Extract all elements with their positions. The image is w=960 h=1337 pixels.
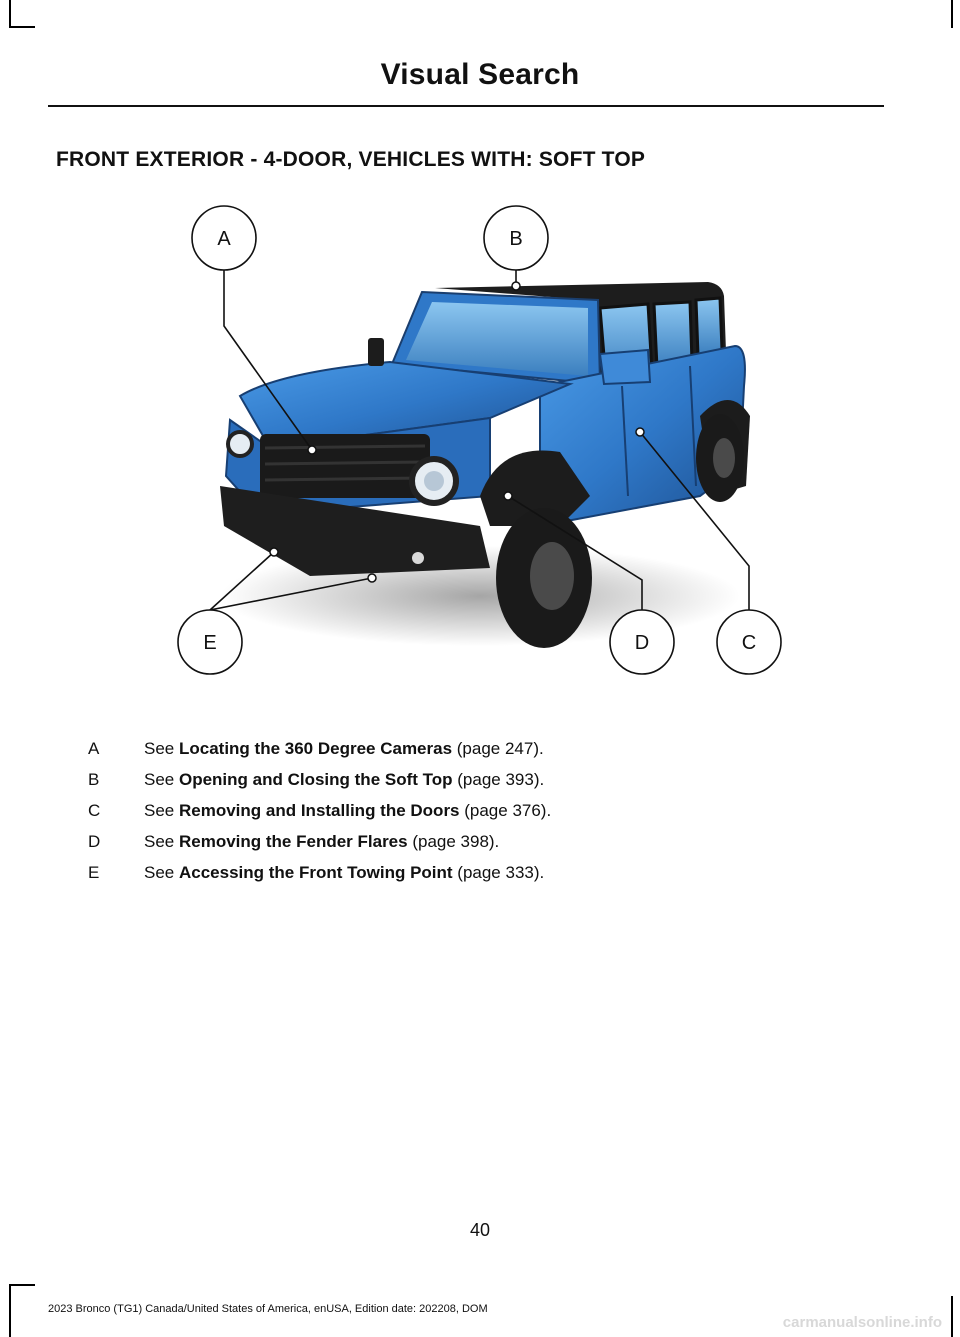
callout-label-b: B (509, 228, 523, 250)
legend-letter: B (88, 770, 100, 789)
target-dot-c (636, 428, 644, 436)
front-wheel-rim (530, 542, 574, 610)
fog-light (412, 552, 424, 564)
side-window-back (696, 298, 722, 356)
cross-reference-link[interactable]: Accessing the Front Towing Point (178, 863, 453, 882)
cross-reference-link[interactable]: Removing the Fender Flares (178, 832, 408, 851)
callout-label-a: A (217, 228, 231, 250)
vehicle-illustration (160, 196, 800, 686)
legend-letter: A (88, 739, 100, 758)
target-dot-b (512, 282, 520, 290)
target-dot-e1 (270, 548, 278, 556)
legend-letter: C (88, 801, 101, 820)
edition-footer: 2023 Bronco (TG1) Canada/United States of America, enUSA, Edition date: 202208, DOM (48, 1303, 488, 1315)
crop-mark-bottom-left-v (9, 1284, 11, 1337)
target-dot-a (308, 446, 316, 454)
a-pillar-mirror-left (368, 338, 384, 366)
crop-mark-top-left-v (9, 0, 11, 28)
cross-reference-link[interactable]: Locating the 360 Degree Cameras (178, 739, 453, 758)
crop-mark-top-right-v (951, 0, 953, 28)
grille (260, 434, 430, 498)
cross-reference-link[interactable]: Removing and Installing the Doors (178, 801, 460, 820)
page-number: 40 (469, 1220, 491, 1240)
legend-letter: E (88, 863, 100, 882)
legend-text: See Removing the Fender Flares (page 398). (144, 832, 500, 851)
callout-label-e: E (203, 632, 217, 654)
side-mirror (600, 350, 650, 384)
crop-mark-bottom-right-v (951, 1296, 953, 1337)
legend-text: See Locating the 360 Degree Cameras (page 247). (144, 739, 544, 758)
legend-text: See Opening and Closing the Soft Top (page 393). (144, 770, 545, 789)
crop-mark-bottom-left-h (9, 1284, 35, 1286)
crop-mark-top-left-h (9, 26, 35, 28)
legend-letter: D (88, 832, 101, 851)
callout-label-c: C (741, 632, 757, 654)
headlight-left (228, 432, 252, 456)
target-dot-e2 (368, 574, 376, 582)
header-divider (48, 105, 884, 107)
callout-label-d: D (634, 632, 650, 654)
legend-text: See Removing and Installing the Doors (page 376). (144, 801, 552, 820)
page-title: Visual Search (380, 58, 580, 91)
rear-wheel-rim (713, 438, 735, 478)
cross-reference-link[interactable]: Opening and Closing the Soft Top (178, 770, 453, 789)
watermark: carmanualsonline.info (782, 1314, 942, 1331)
legend-text: See Accessing the Front Towing Point (page 333). (144, 863, 545, 882)
section-heading: FRONT EXTERIOR - 4-DOOR, VEHICLES WITH: SOFT TOP (56, 148, 646, 171)
target-dot-d (504, 492, 512, 500)
headlight-right-inner (424, 471, 444, 491)
